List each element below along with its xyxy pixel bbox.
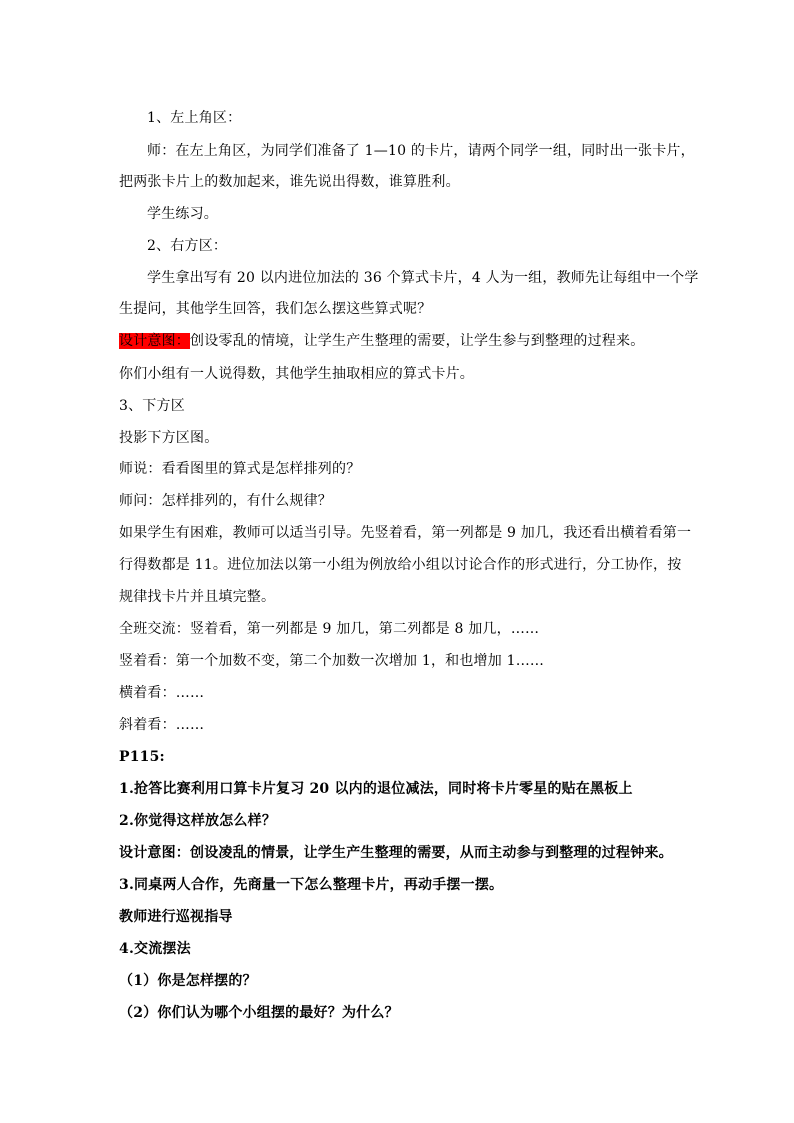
paragraph-horizontal-look: 横着看：……	[119, 685, 205, 701]
paragraph-teacher-patrol: 教师进行巡视指导	[119, 909, 233, 925]
highlight-label: 设计意图：	[119, 333, 190, 349]
paragraph-cards-line-2: 生提问，其他学生回答，我们怎么摆这些算式呢？	[119, 301, 432, 317]
list-item-3: 3.同桌两人合作，先商量一下怎么整理卡片，再动手摆一摆。	[119, 877, 504, 893]
paragraph-teacher-asks: 师问：怎样排列的，有什么规律？	[119, 493, 332, 509]
paragraph-teacher-says: 师说：看看图里的算式是怎样排列的？	[119, 461, 361, 477]
sub-item-1: （1）你是怎样摆的？	[119, 973, 257, 989]
paragraph-projection: 投影下方区图。	[119, 430, 219, 446]
section-heading-p115: P115:	[119, 749, 165, 765]
paragraph-vertical-look: 竖着看：第一个加数不变，第二个加数一次增加 1，和也增加 1……	[119, 653, 545, 669]
section-heading-bottom: 3、下方区	[119, 398, 185, 414]
paragraph-guidance-line-1: 如果学生有困难，教师可以适当引导。先竖着看，第一列都是 9 加几，我还看出横着看第一	[119, 525, 692, 541]
paragraph-student-practice: 学生练习。	[147, 206, 218, 222]
list-item-2: 2.你觉得这样放怎么样？	[119, 813, 277, 829]
paragraph-group-activity: 你们小组有一人说得数，其他学生抽取相应的算式卡片。	[119, 366, 474, 382]
section-heading-top-left: 1、左上角区：	[147, 110, 242, 126]
paragraph-design-intent	[119, 331, 679, 351]
paragraph-class-discussion: 全班交流：竖着看，第一列都是 9 加几，第二列都是 8 加几，……	[119, 621, 540, 637]
list-item-4: 4.交流摆法	[119, 941, 191, 957]
paragraph-design-intent-2: 设计意图：创设凌乱的情景，让学生产生整理的需要，从而主动参与到整理的过程钟来。	[119, 845, 673, 861]
paragraph-guidance-line-2: 行得数都是 11。进位加法以第一小组为例放给小组以讨论合作的形式进行，分工协作，按	[119, 557, 682, 573]
section-heading-right: 2、右方区：	[147, 238, 228, 254]
paragraph-cards-line-1: 学生拿出写有 20 以内进位加法的 36 个算式卡片，4 人为一组，教师先让每组中一个学	[147, 270, 699, 286]
paragraph-guidance-line-3: 规律找卡片并且填完整。	[119, 589, 276, 605]
design-intent-text: 创设零乱的情境，让学生产生整理的需要，让学生参与到整理的过程来。	[190, 333, 645, 349]
paragraph-teacher-line-1: 师：在左上角区，为同学们准备了 1—10 的卡片，请两个同学一组，同时出一张卡片，	[147, 143, 695, 159]
list-item-1: 1.抢答比赛利用口算卡片复习 20 以内的退位减法，同时将卡片零星的贴在黑板上	[119, 781, 633, 797]
sub-item-2: （2）你们认为哪个小组摆的最好？为什么？	[119, 1005, 399, 1021]
paragraph-diagonal-look: 斜着看：……	[119, 717, 205, 733]
paragraph-teacher-line-2: 把两张卡片上的数加起来，谁先说出得数，谁算胜利。	[119, 174, 460, 190]
